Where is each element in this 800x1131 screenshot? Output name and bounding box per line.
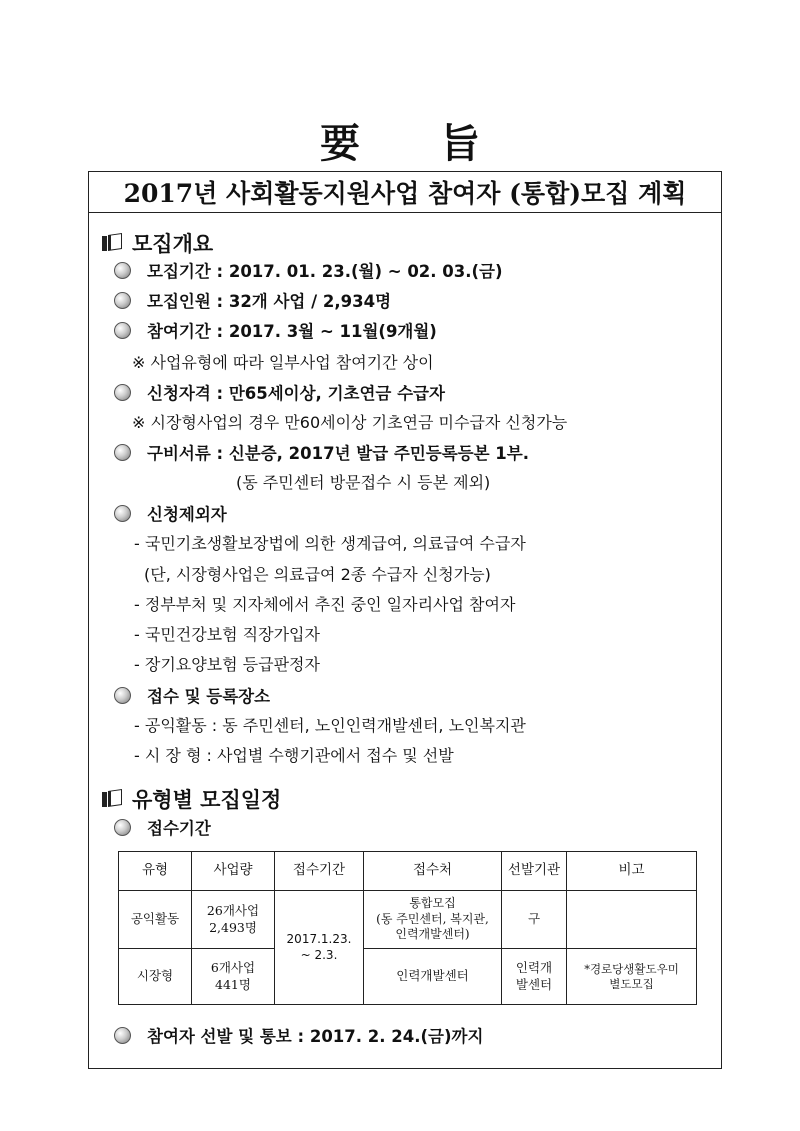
cell-text: *경로당생활도우미 bbox=[584, 961, 679, 976]
item-text: 모집인원 : 32개 사업 / 2,934명 bbox=[147, 292, 392, 311]
item-selection-notice bbox=[114, 1023, 483, 1047]
note-documents: (동 주민센터 방문접수 시 등본 제외) bbox=[236, 473, 491, 492]
cell-selector bbox=[502, 949, 567, 1005]
cell-text: 6개사업 bbox=[210, 960, 256, 976]
bullet-icon bbox=[114, 384, 131, 401]
document-heading: 要旨 bbox=[320, 120, 560, 167]
header-period: 접수기간 bbox=[275, 852, 364, 891]
item-places bbox=[114, 683, 270, 707]
item-application-period bbox=[114, 815, 211, 839]
exclusion-line: - 국민기초생활보장법에 의한 생계급여, 의료급여 수급자 bbox=[134, 534, 526, 553]
cell-period bbox=[275, 891, 364, 1005]
bullet-icon bbox=[114, 505, 131, 522]
bullet-icon bbox=[114, 322, 131, 339]
section-title: 모집개요 bbox=[132, 232, 214, 256]
table-header-row bbox=[119, 852, 697, 891]
cell-text: 2017.1.23. bbox=[286, 931, 352, 946]
item-recruit-period bbox=[114, 258, 503, 282]
header-place: 접수처 bbox=[364, 852, 502, 891]
table-row bbox=[119, 949, 697, 1005]
bullet-icon bbox=[114, 687, 131, 704]
item-text: 신청제외자 bbox=[147, 505, 227, 524]
cell-text: 발센터 bbox=[515, 976, 553, 992]
document-title: 2017년 사회활동지원사업 참여자 (통합)모집 계획 bbox=[88, 171, 722, 213]
section-title: 유형별 모집일정 bbox=[132, 788, 282, 812]
exclusion-line: - 국민건강보험 직장가입자 bbox=[134, 625, 320, 644]
bullet-icon bbox=[114, 819, 131, 836]
cell-place bbox=[364, 891, 502, 949]
item-text: 신청자격 : 만65세이상, 기초연금 수급자 bbox=[147, 384, 445, 403]
exclusion-line: - 장기요양보험 등급판정자 bbox=[134, 655, 320, 674]
header-note: 비고 bbox=[567, 852, 697, 891]
place-line: - 공익활동 : 동 주민센터, 노인인력개발센터, 노인복지관 bbox=[134, 716, 526, 735]
schedule-table bbox=[118, 851, 697, 1005]
cell-text: 2,493명 bbox=[209, 919, 257, 935]
section-schedule bbox=[102, 784, 281, 814]
cell-text: 26개사업 bbox=[206, 903, 260, 919]
header-type: 유형 bbox=[119, 852, 192, 891]
cell-text: (동 주민센터, 복지관, bbox=[376, 911, 489, 926]
item-documents bbox=[114, 440, 529, 464]
bullet-icon bbox=[114, 262, 131, 279]
item-text: 접수기간 bbox=[147, 819, 211, 838]
bullet-icon bbox=[114, 292, 131, 309]
cell-amount bbox=[192, 949, 275, 1005]
cell-text: ~ 2.3. bbox=[300, 947, 338, 962]
book-icon bbox=[102, 790, 124, 808]
place-line: - 시 장 형 : 사업별 수행기관에서 접수 및 선발 bbox=[134, 746, 454, 765]
item-text: 참여기간 : 2017. 3월 ~ 11월(9개월) bbox=[147, 322, 437, 341]
cell-text: 441명 bbox=[215, 976, 251, 992]
note-participation: ※ 사업유형에 따라 일부사업 참여기간 상이 bbox=[132, 353, 434, 372]
item-text: 접수 및 등록장소 bbox=[147, 687, 271, 706]
item-text: 모집기간 : 2017. 01. 23.(월) ~ 02. 03.(금) bbox=[147, 262, 503, 281]
cell-amount bbox=[192, 891, 275, 949]
cell-text: 통합모집 bbox=[409, 896, 456, 911]
cell-note bbox=[567, 949, 697, 1005]
cell-type: 시장형 bbox=[119, 949, 192, 1005]
section-recruitment-overview bbox=[102, 228, 213, 258]
cell-type: 공익활동 bbox=[119, 891, 192, 949]
header-amount: 사업량 bbox=[192, 852, 275, 891]
cell-text: 별도모집 bbox=[609, 976, 654, 991]
note-eligibility: ※ 시장형사업의 경우 만60세이상 기초연금 미수급자 신청가능 bbox=[132, 413, 568, 432]
book-icon bbox=[102, 234, 124, 252]
bullet-icon bbox=[114, 1027, 131, 1044]
cell-selector: 구 bbox=[502, 891, 567, 949]
item-text: 참여자 선발 및 통보 : 2017. 2. 24.(금)까지 bbox=[147, 1027, 484, 1046]
item-recruit-count bbox=[114, 288, 391, 312]
exclusion-line: - 정부부처 및 지자체에서 추진 중인 일자리사업 참여자 bbox=[134, 595, 516, 614]
item-eligibility bbox=[114, 380, 445, 404]
exclusion-line: (단, 시장형사업은 의료급여 2종 수급자 신청가능) bbox=[144, 565, 491, 584]
bullet-icon bbox=[114, 444, 131, 461]
cell-text: 인력개 bbox=[515, 960, 553, 976]
table-row bbox=[119, 891, 697, 949]
header-selector: 선발기관 bbox=[502, 852, 567, 891]
cell-place: 인력개발센터 bbox=[364, 949, 502, 1005]
cell-note bbox=[567, 891, 697, 949]
item-text: 구비서류 : 신분증, 2017년 발급 주민등록등본 1부. bbox=[147, 444, 529, 463]
cell-text: 인력개발센터) bbox=[395, 927, 470, 942]
item-exclusions bbox=[114, 501, 227, 525]
item-participation-period bbox=[114, 318, 437, 342]
